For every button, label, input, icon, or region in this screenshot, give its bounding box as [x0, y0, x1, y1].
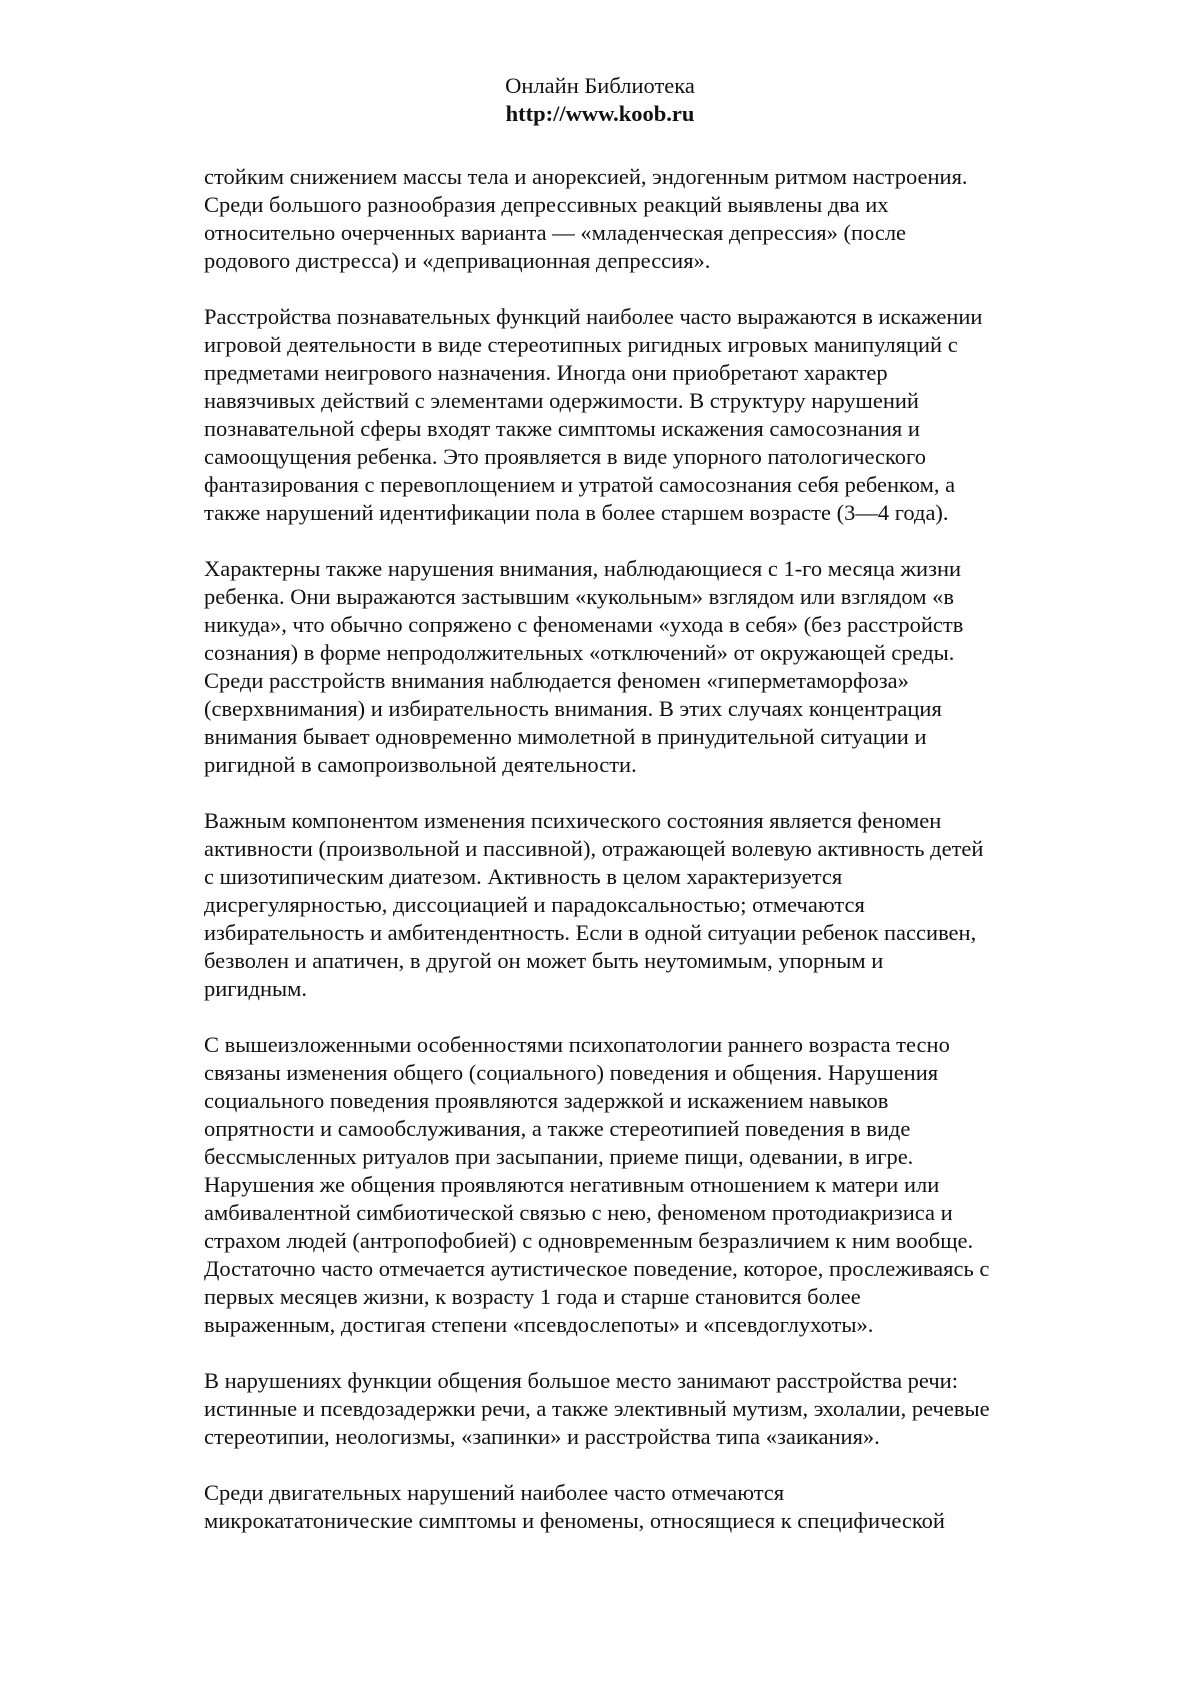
site-url: http://www.koob.ru	[505, 101, 695, 126]
paragraph: Характерны также нарушения внимания, наблюдающиеся с 1-го месяца жизни ребенка. Они выражаются застывшим «кукольным» взглядом или взглядом «в никуда», что обычно сопряжено с феноменами «ухода в себя» (без расстройств сознания) в форме непродолжительных «отключений» от окружающей среды. Среди расстройств внимания наблюдается феномен «гиперметаморфоза» (сверхвнимания) и избирательность внимания. В этих случаях концентрация внимания бывает одновременно мимолетной в принудительной ситуации и ригидной в самопроизвольной деятельности.	[204, 556, 964, 777]
paragraph: Среди двигательных нарушений наиболее часто отмечаются микрокататонические симптомы и феномены, относящиеся к специфической	[204, 1480, 945, 1533]
page-header	[0, 72, 1200, 128]
paragraph: Расстройства познавательных функций наиболее часто выражаются в искажении игровой деятельности в виде стереотипных ригидных игровых манипуляций с предметами неигрового назначения. Иногда они приобретают характер навязчивых действий с элементами одержимости. В структуру нарушений познавательной сферы входят также симптомы искажения самосознания и самоощущения ребенка. Это проявляется в виде упорного патологического фантазирования с перевоплощением и утратой самосознания себя ребенком, а также нарушений идентификации пола в более старшем возрасте (3—4 года).	[204, 304, 983, 525]
paragraph: Важным компонентом изменения психического состояния является феномен активности (произвольной и пассивной), отражающей волевую активность детей с шизотипическим диатезом. Активность в целом характеризуется дисрегулярностью, диссоциацией и парадоксальностью; отмечаются избирательность и амбитендентность. Если в одной ситуации ребенок пассивен, безволен и апатичен, в другой он может быть неутомимым, упорным и ригидным.	[204, 808, 984, 1001]
library-name: Онлайн Библиотека	[505, 73, 695, 98]
paragraph: стойким снижением массы тела и анорексией, эндогенным ритмом настроения. Среди большого разнообразия депрессивных реакций выявлены два их относительно очерченных варианта — «младенческая депрессия» (после родового дистресса) и «депривационная депрессия».	[204, 164, 968, 273]
paragraph: В нарушениях функции общения большое место занимают расстройства речи: истинные и псевдозадержки речи, а также элективный мутизм, эхолалии, речевые стереотипии, неологизмы, «запинки» и расстройства типа «заикания».	[204, 1368, 990, 1449]
paragraph: С вышеизложенными особенностями психопатологии раннего возраста тесно связаны изменения общего (социального) поведения и общения. Нарушения социального поведения проявляются задержкой и искажением навыков опрятности и самообслуживания, а также стереотипией поведения в виде бессмысленных ритуалов при засыпании, приеме пищи, одевании, в игре. Нарушения же общения проявляются негативным отношением к матери или амбивалентной симбиотической связью с нею, феноменом протодиакризиса и страхом людей (антропофобией) с одновременным безразличием к ним вообще. Достаточно часто отмечается аутистическое поведение, которое, прослеживаясь с первых месяцев жизни, к возрасту 1 года и старше становится более выраженным, достигая степени «псевдослепоты» и «псевдоглухоты».	[204, 1032, 990, 1337]
document-body	[204, 163, 1064, 1535]
